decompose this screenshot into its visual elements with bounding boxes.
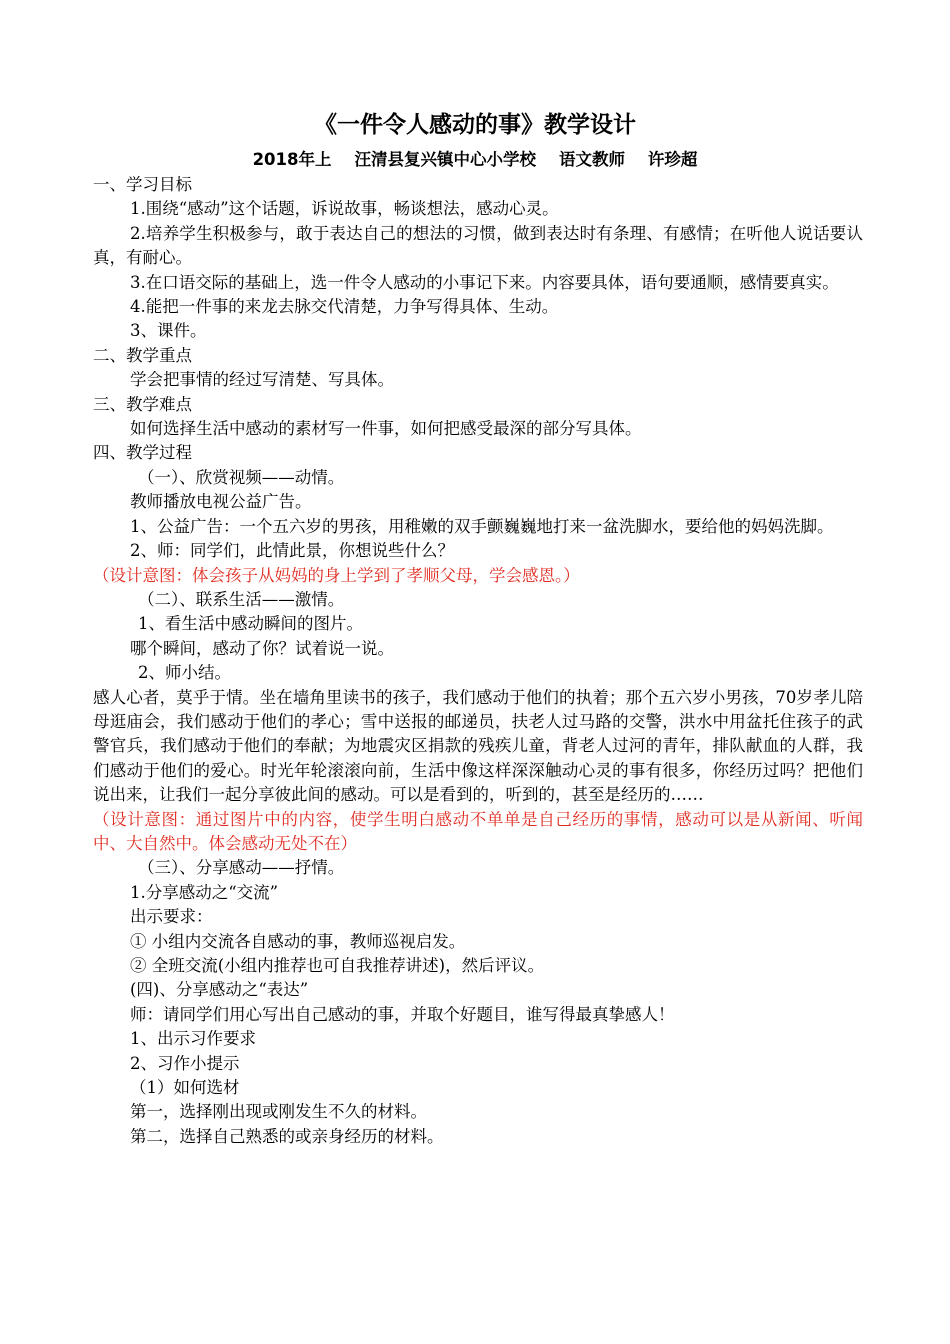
process-text: 1、公益广告：一个五六岁的男孩，用稚嫩的双手颤巍巍地打来一盆洗脚水，要给他的妈妈洗脚。 xyxy=(130,516,834,536)
process-text: 2、习作小提示 xyxy=(130,1053,240,1073)
process-text: 1.分享感动之“交流” xyxy=(130,882,279,902)
process-text: 第一，选择刚出现或刚发生不久的材料。 xyxy=(130,1102,427,1122)
summary-paragraph: 感人心者，莫乎于情。坐在墙角里读书的孩子，我们感动于他们的执着；那个五六岁小男孩，70岁孝儿陪母逛庙会，我们感动于他们的孝心；雪中送报的邮递员，扶老人过马路的交警，洪水中用盆托住孩子的武警官兵，我们感动于他们的奉献；为地震灾区捐款的残疾儿童，背老人过河的青年，排队献血的人群，我们感动于他们的爱心。时光年轮滚滚向前，生活中像这样深深触动心灵的事有很多，你经历过吗？把他们说出来，让我们一起分享彼此间的感动。可以是看到的，听到的，甚至是经历的…… xyxy=(93,687,863,805)
section-heading-objectives: 一、学习目标 xyxy=(93,175,192,194)
difficulties-text: 如何选择生活中感动的素材写一件事，如何把感受最深的部分写具体。 xyxy=(130,419,642,439)
key-points-text: 学会把事情的经过写清楚、写具体。 xyxy=(130,370,394,390)
objective-item: 3、课件。 xyxy=(130,321,207,341)
document-title: 《一件令人感动的事》教学设计 xyxy=(314,112,636,138)
process-text: 教师播放电视公益广告。 xyxy=(130,492,312,512)
process-part-heading: （二）、联系生活——激情。 xyxy=(138,589,345,609)
requirement-item: ① 小组内交流各自感动的事，教师巡视启发。 xyxy=(130,931,466,951)
objective-item: 4.能把一件事的来龙去脉交代清楚，力争写得具体、生动。 xyxy=(130,297,559,317)
requirement-item: ② 全班交流(小组内推荐也可自我推荐讲述)，然后评议。 xyxy=(130,956,545,975)
section-heading-key-points: 二、教学重点 xyxy=(93,345,192,365)
process-text: 第二，选择自己熟悉的或亲身经历的材料。 xyxy=(130,1126,444,1146)
design-intent-note: （设计意图：体会孩子从妈妈的身上学到了孝顺父母，学会感恩。） xyxy=(93,565,580,585)
section-heading-process: 四、教学过程 xyxy=(93,443,192,463)
process-text: （1）如何选材 xyxy=(130,1078,240,1098)
process-text: 1、看生活中感动瞬间的图片。 xyxy=(138,614,363,634)
process-text: 1、出示习作要求 xyxy=(130,1029,256,1049)
process-text: 2、师：同学们，此情此景，你想说些什么？ xyxy=(130,541,454,561)
process-text: 师：请同学们用心写出自己感动的事，并取个好题目，谁写得最真挚感人！ xyxy=(130,1004,675,1024)
objective-item: 1.围绕“感动”这个话题，诉说故事，畅谈想法，感动心灵。 xyxy=(130,199,559,219)
process-text: 出示要求： xyxy=(130,907,213,927)
objective-item: 3.在口语交际的基础上，选一件令人感动的小事记下来。内容要具体，语句要通顺，感情要真实。 xyxy=(130,272,839,292)
document-subtitle: 2018年上 汪清县复兴镇中心小学校 语文教师 许珍超 xyxy=(252,150,698,169)
process-text: 2、师小结。 xyxy=(138,663,231,683)
process-part-heading: (四)、分享感动之“表达” xyxy=(130,980,309,1000)
process-text: 哪个瞬间，感动了你？试着说一说。 xyxy=(130,638,394,658)
process-part-heading: （一）、欣赏视频——动情。 xyxy=(138,467,345,487)
objective-item: 2.培养学生积极参与，敢于表达自己的想法的习惯，做到表达时有条理、有感情；在听他人说话要认真，有耐心。 xyxy=(93,223,863,268)
design-intent-note: （设计意图：通过图片中的内容，使学生明白感动不单单是自己经历的事情，感动可以是从新闻、听闻中、大自然中。体会感动无处不在） xyxy=(93,809,863,853)
section-heading-difficulties: 三、教学难点 xyxy=(93,394,192,414)
document-body xyxy=(93,173,863,1149)
process-part-heading: （三）、分享感动——抒情。 xyxy=(138,858,345,878)
